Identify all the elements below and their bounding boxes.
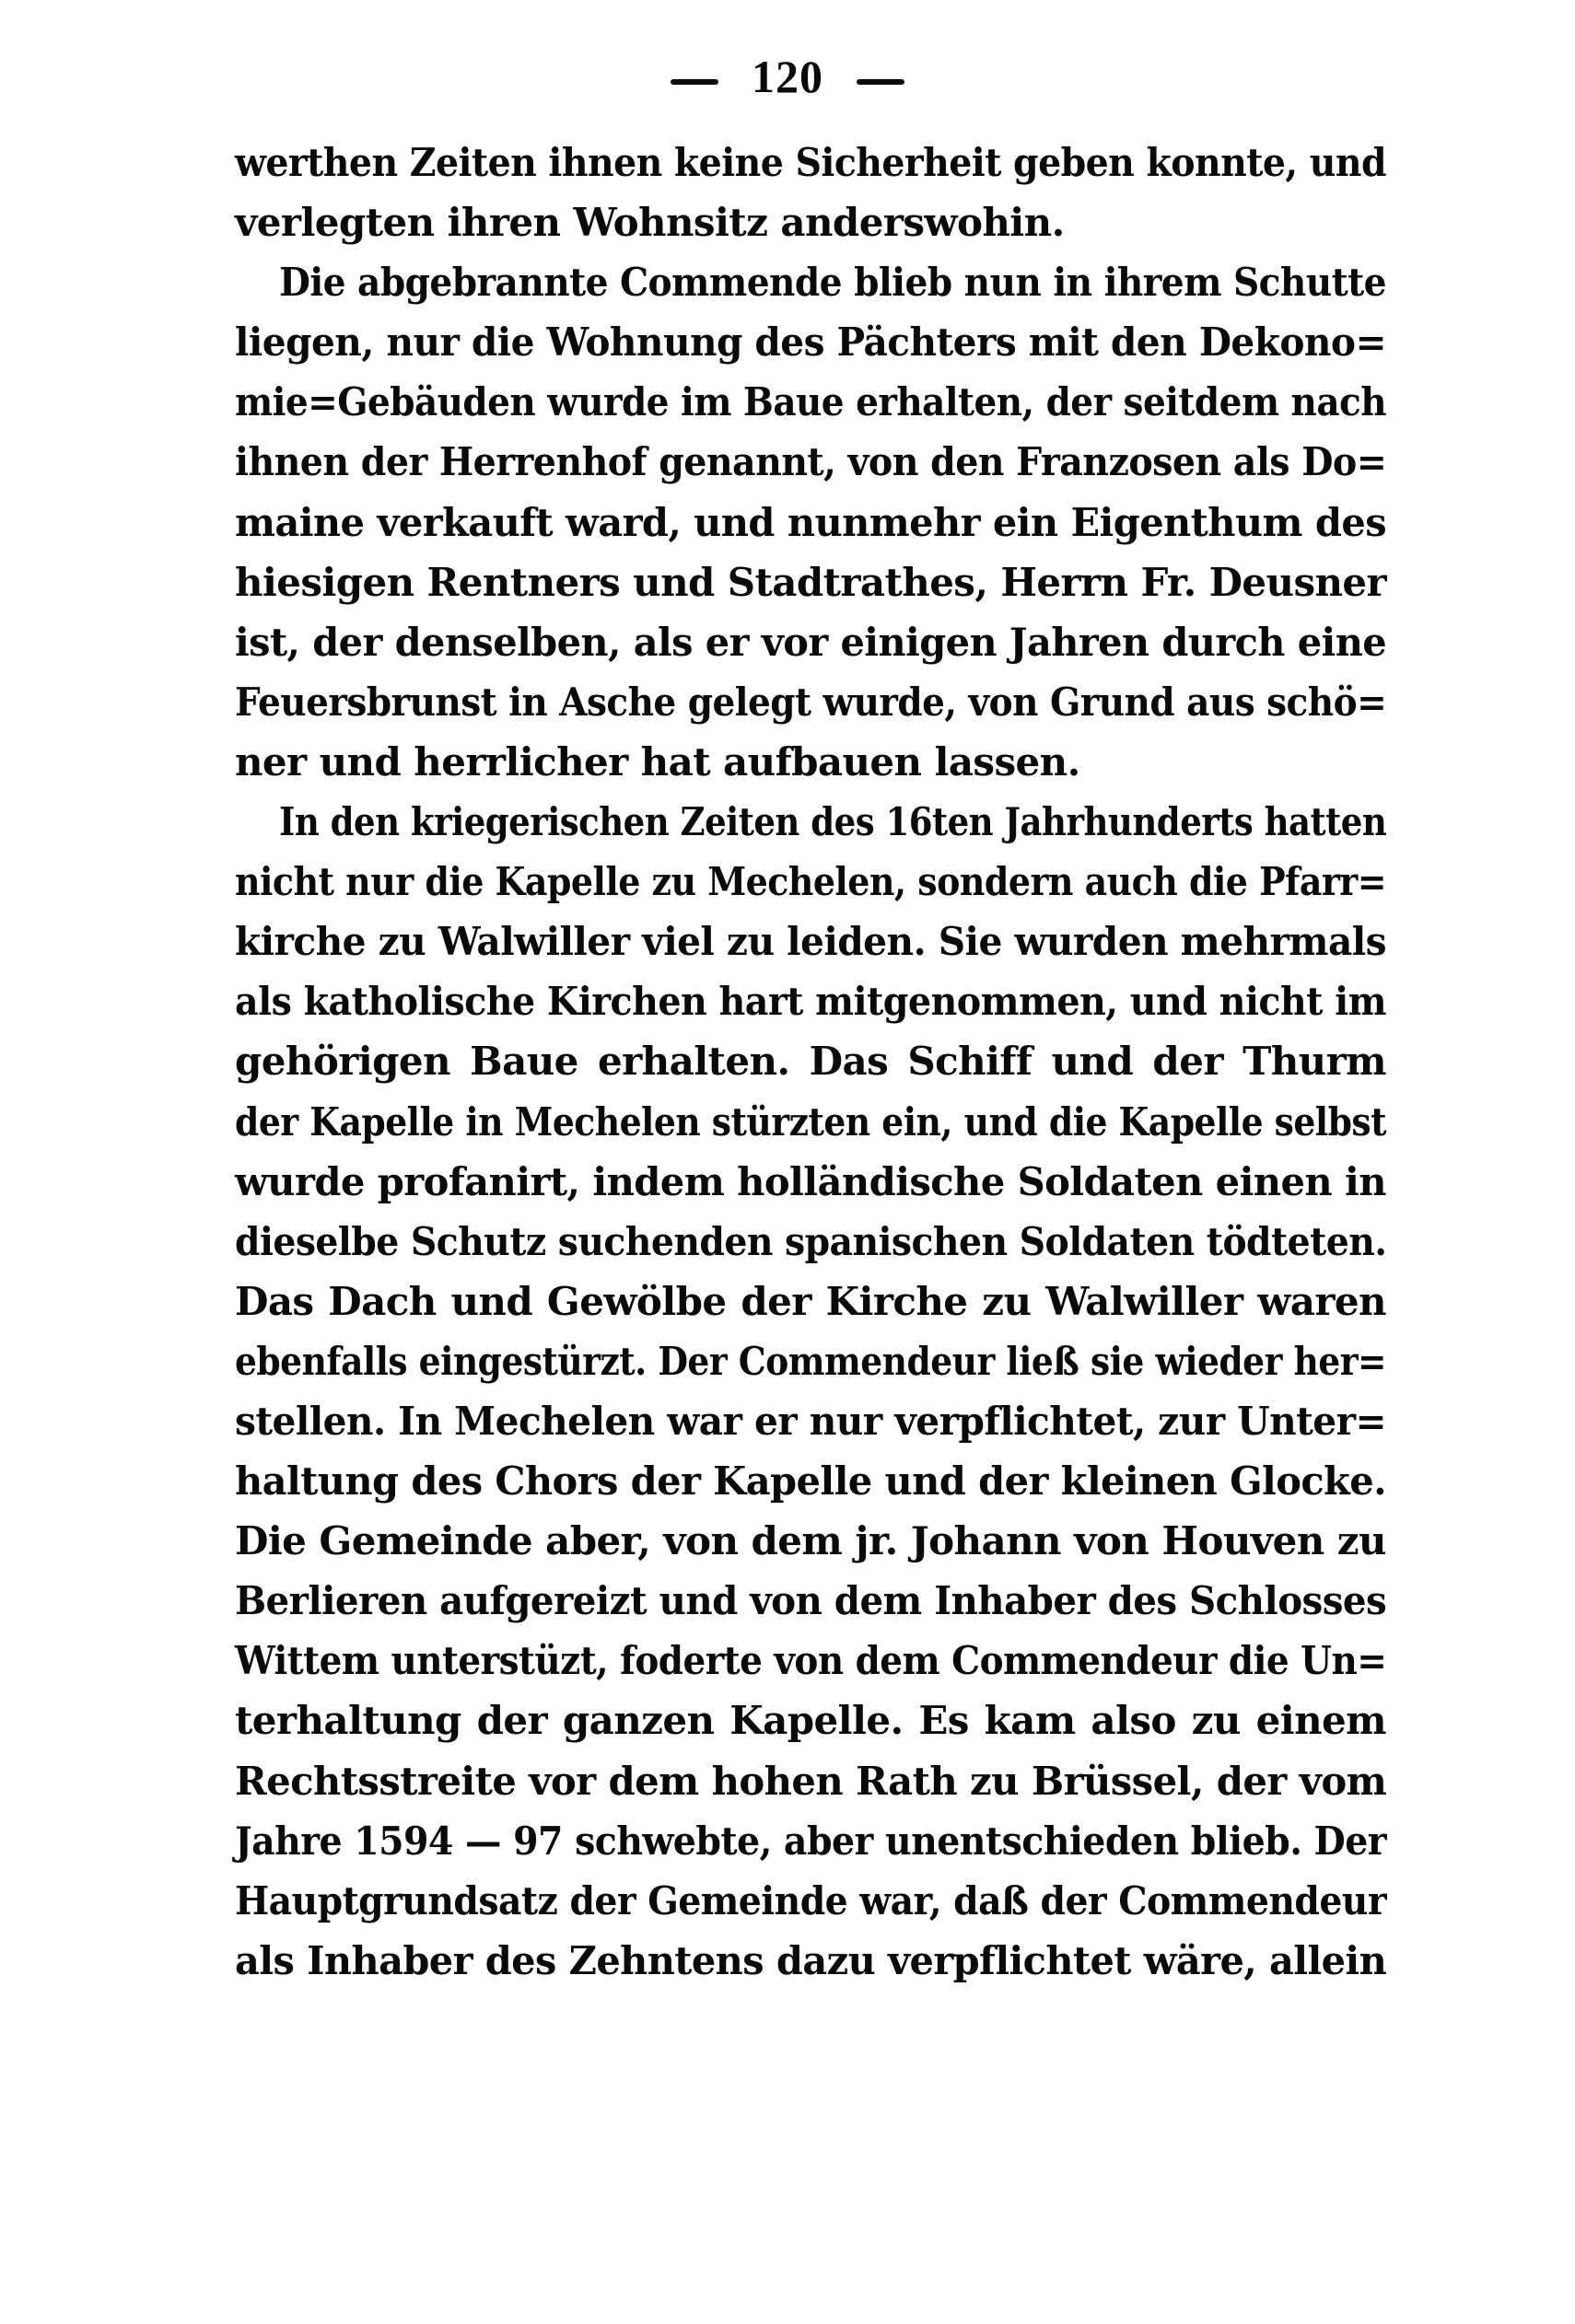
line-text: kirche zu Walwiller viel zu leiden. Sie wurden mehrmals [235,919,1386,965]
text-line [235,1751,1386,1811]
text-line [235,1331,1386,1391]
text-line [235,852,1386,912]
line-text: Feuersbrunst in Asche gelegt wurde, von Grund aus schö= [235,679,1387,725]
line-text: ner und herrlicher hat aufbauen lassen. [235,738,1080,784]
text-line [235,493,1386,552]
line-text: Die Gemeinde aber, von dem jr. Johann von Houven zu [235,1518,1386,1564]
text-line [235,1272,1386,1331]
text-line [235,312,1386,372]
text-line [235,1212,1386,1272]
line-text: liegen, nur die Wohnung des Pächters mit den Dekono= [235,320,1386,366]
line-text: werthen Zeiten ihnen keine Sicherheit geben konnte, und [235,140,1386,185]
page-header [0,46,1575,107]
text-line [235,1691,1386,1750]
line-text: nicht nur die Kapelle zu Mechelen, sondern auch die Pfarr= [235,859,1386,905]
line-text: Das Dach und Gewölbe der Kirche zu Walwiller waren [235,1278,1386,1324]
text-line [235,1031,1386,1091]
text-line [235,1631,1386,1691]
header-dash-right [857,79,904,85]
line-text: ebenfalls eingestürzt. Der Commendeur ließ sie wieder her= [235,1338,1386,1384]
line-text: gehörigen Baue erhalten. Das Schiff und der Thurm [235,1039,1386,1085]
body-text [235,133,1386,1991]
line-text: verlegten ihren Wohnsitz anderswohin. [235,200,1065,246]
line-text: dieselbe Schutz suchenden spanischen Soldaten tödteten. [235,1218,1387,1264]
text-line [235,1511,1386,1571]
line-text: ist, der denselben, als er vor einigen Jahren durch eine [235,619,1387,665]
line-text: stellen. In Mechelen war er nur verpflichtet, zur Unter= [235,1398,1386,1444]
line-text: der Kapelle in Mechelen stürzten ein, und die Kapelle selbst [235,1098,1386,1145]
line-text: terhaltung der ganzen Kapelle. Es kam also zu einem [235,1698,1386,1744]
text-line [235,1871,1386,1931]
line-text: In den kriegerischen Zeiten des 16ten Jahrhunderts hatten [279,799,1387,845]
header-dash-left [671,79,718,85]
text-line [235,372,1386,432]
line-text: Rechtsstreite vor dem hohen Rath zu Brüssel, der vom [235,1758,1387,1804]
text-line [235,732,1386,792]
text-line [235,672,1386,732]
line-text: ihnen der Herrenhof genannt, von den Franzosen als Do= [235,439,1387,485]
text-line [235,252,1386,312]
text-line [235,432,1386,492]
line-text: wurde profanirt, indem holländische Soldaten einen in [235,1158,1386,1204]
text-line [235,1571,1386,1631]
text-line [235,192,1386,252]
line-text: Wittem unterstüzt, foderte von dem Commendeur die Un= [235,1638,1387,1684]
text-line [235,1152,1386,1212]
line-text: mie=Gebäuden wurde im Baue erhalten, der seitdem nach [235,379,1386,425]
text-line [235,1092,1386,1152]
line-text: haltung des Chors der Kapelle und der kleinen Glocke. [235,1458,1386,1505]
text-line [235,612,1386,672]
text-line [235,912,1386,971]
text-line [235,133,1386,192]
line-text: als Inhaber des Zehntens dazu verpflichtet wäre, allein [235,1937,1387,1983]
text-line [235,1931,1386,1991]
text-line [235,552,1386,612]
page-number: 120 [752,51,823,102]
text-line [235,1811,1386,1871]
line-text: maine verkauft ward, und nunmehr ein Eigenthum des [235,499,1386,545]
text-line [235,1451,1386,1511]
line-text: Berlieren aufgereizt und von dem Inhaber des Schlosses [235,1578,1387,1624]
text-line [235,1391,1386,1451]
line-text: Die abgebrannte Commende blieb nun in ihrem Schutte [279,260,1386,306]
text-line [235,971,1386,1031]
line-text: als katholische Kirchen hart mitgenommen, und nicht im [235,979,1386,1025]
line-text: hiesigen Rentners und Stadtrathes, Herrn Fr. Deusner [235,559,1386,605]
text-line [235,792,1386,852]
line-text: Hauptgrundsatz der Gemeinde war, daß der Commendeur [235,1877,1387,1923]
line-text: Jahre 1594 — 97 schwebte, aber unentschieden blieb. Der [235,1818,1387,1864]
